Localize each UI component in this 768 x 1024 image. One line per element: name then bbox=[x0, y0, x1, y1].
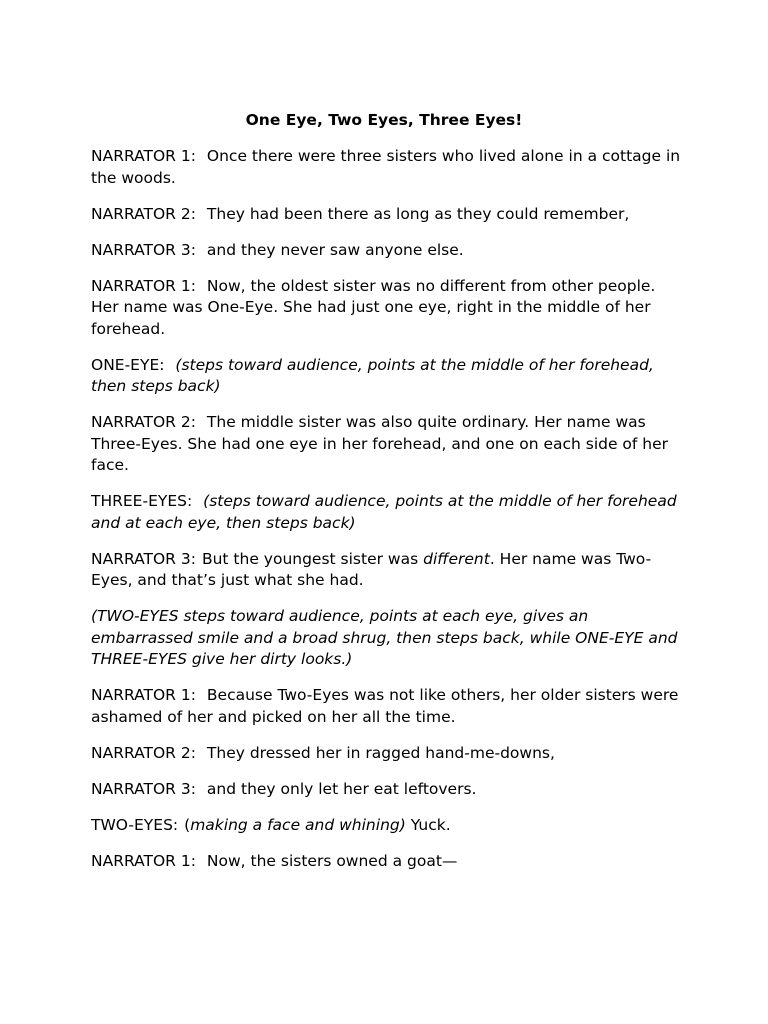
speaker: NARRATOR 3: bbox=[91, 549, 196, 568]
speaker: NARRATOR 2: bbox=[91, 204, 196, 223]
stage-direction: (steps toward audience, points at the middle of her forehead, then steps back) bbox=[91, 355, 654, 395]
script-line bbox=[91, 146, 681, 189]
speaker: NARRATOR 1: bbox=[91, 686, 196, 704]
stage-direction: (steps toward audience, points at the middle of her forehead and at each eye, then steps back) bbox=[91, 492, 677, 532]
script-line bbox=[91, 815, 681, 837]
line-text: and they never saw anyone else. bbox=[206, 240, 464, 259]
line-text: Because Two-Eyes was not like others, her older sisters were ashamed of her and picked on her all the time. bbox=[91, 686, 679, 726]
speaker: NARRATOR 1: bbox=[91, 851, 196, 870]
script-line bbox=[91, 549, 681, 592]
line-text: But the youngest sister was bbox=[201, 549, 419, 568]
line-text: Yuck. bbox=[410, 815, 451, 834]
script-line bbox=[91, 204, 681, 226]
page-title: One Eye, Two Eyes, Three Eyes! bbox=[245, 111, 523, 129]
script-line bbox=[91, 276, 681, 341]
script-line bbox=[91, 355, 681, 398]
speaker: TWO-EYES: bbox=[91, 815, 179, 834]
emphasis-text: different bbox=[423, 549, 490, 568]
line-text: and they only let her eat leftovers. bbox=[206, 779, 477, 798]
speaker: ONE-EYE: bbox=[91, 355, 165, 374]
speaker: NARRATOR 1: bbox=[91, 276, 196, 295]
script-line bbox=[91, 779, 681, 801]
speaker: NARRATOR 2: bbox=[91, 413, 196, 431]
line-text: They had been there as long as they could remember, bbox=[206, 204, 630, 223]
speaker: NARRATOR 2: bbox=[91, 743, 196, 762]
script-line bbox=[91, 491, 681, 534]
speaker: THREE-EYES: bbox=[91, 492, 193, 510]
script-body bbox=[91, 146, 681, 887]
speaker: NARRATOR 3: bbox=[91, 779, 196, 798]
line-text: Once there were three sisters who lived alone in a cottage in the woods. bbox=[91, 147, 681, 187]
line-text: The middle sister was also quite ordinary. Her name was Three-Eyes. She had one eye in her forehead, and one on each side of her face. bbox=[91, 413, 669, 474]
line-text: Now, the oldest sister was no different from other people. Her name was One-Eye. She had just one eye, right in the middle of her forehead. bbox=[91, 276, 656, 338]
script-line bbox=[91, 743, 681, 765]
stage-open-paren: ( bbox=[184, 815, 191, 834]
stage-direction-paragraph: (TWO-EYES steps toward audience, points at each eye, gives an embarrassed smile and a broad shrug, then steps back, while ONE-EYE and THREE-EYES give her dirty looks.) bbox=[91, 607, 678, 668]
speaker: NARRATOR 1: bbox=[91, 147, 196, 165]
script-line bbox=[91, 685, 681, 728]
script-line bbox=[91, 851, 681, 873]
line-text: They dressed her in ragged hand-me-downs, bbox=[206, 743, 555, 762]
speaker: NARRATOR 3: bbox=[91, 240, 196, 259]
line-text: . Her name was Two-Eyes, and that’s just what she had. bbox=[91, 549, 652, 589]
script-line bbox=[91, 240, 681, 262]
line-text: Now, the sisters owned a goat— bbox=[206, 851, 458, 870]
script-line bbox=[91, 412, 681, 477]
stage-direction: making a face and whining) bbox=[190, 815, 406, 834]
